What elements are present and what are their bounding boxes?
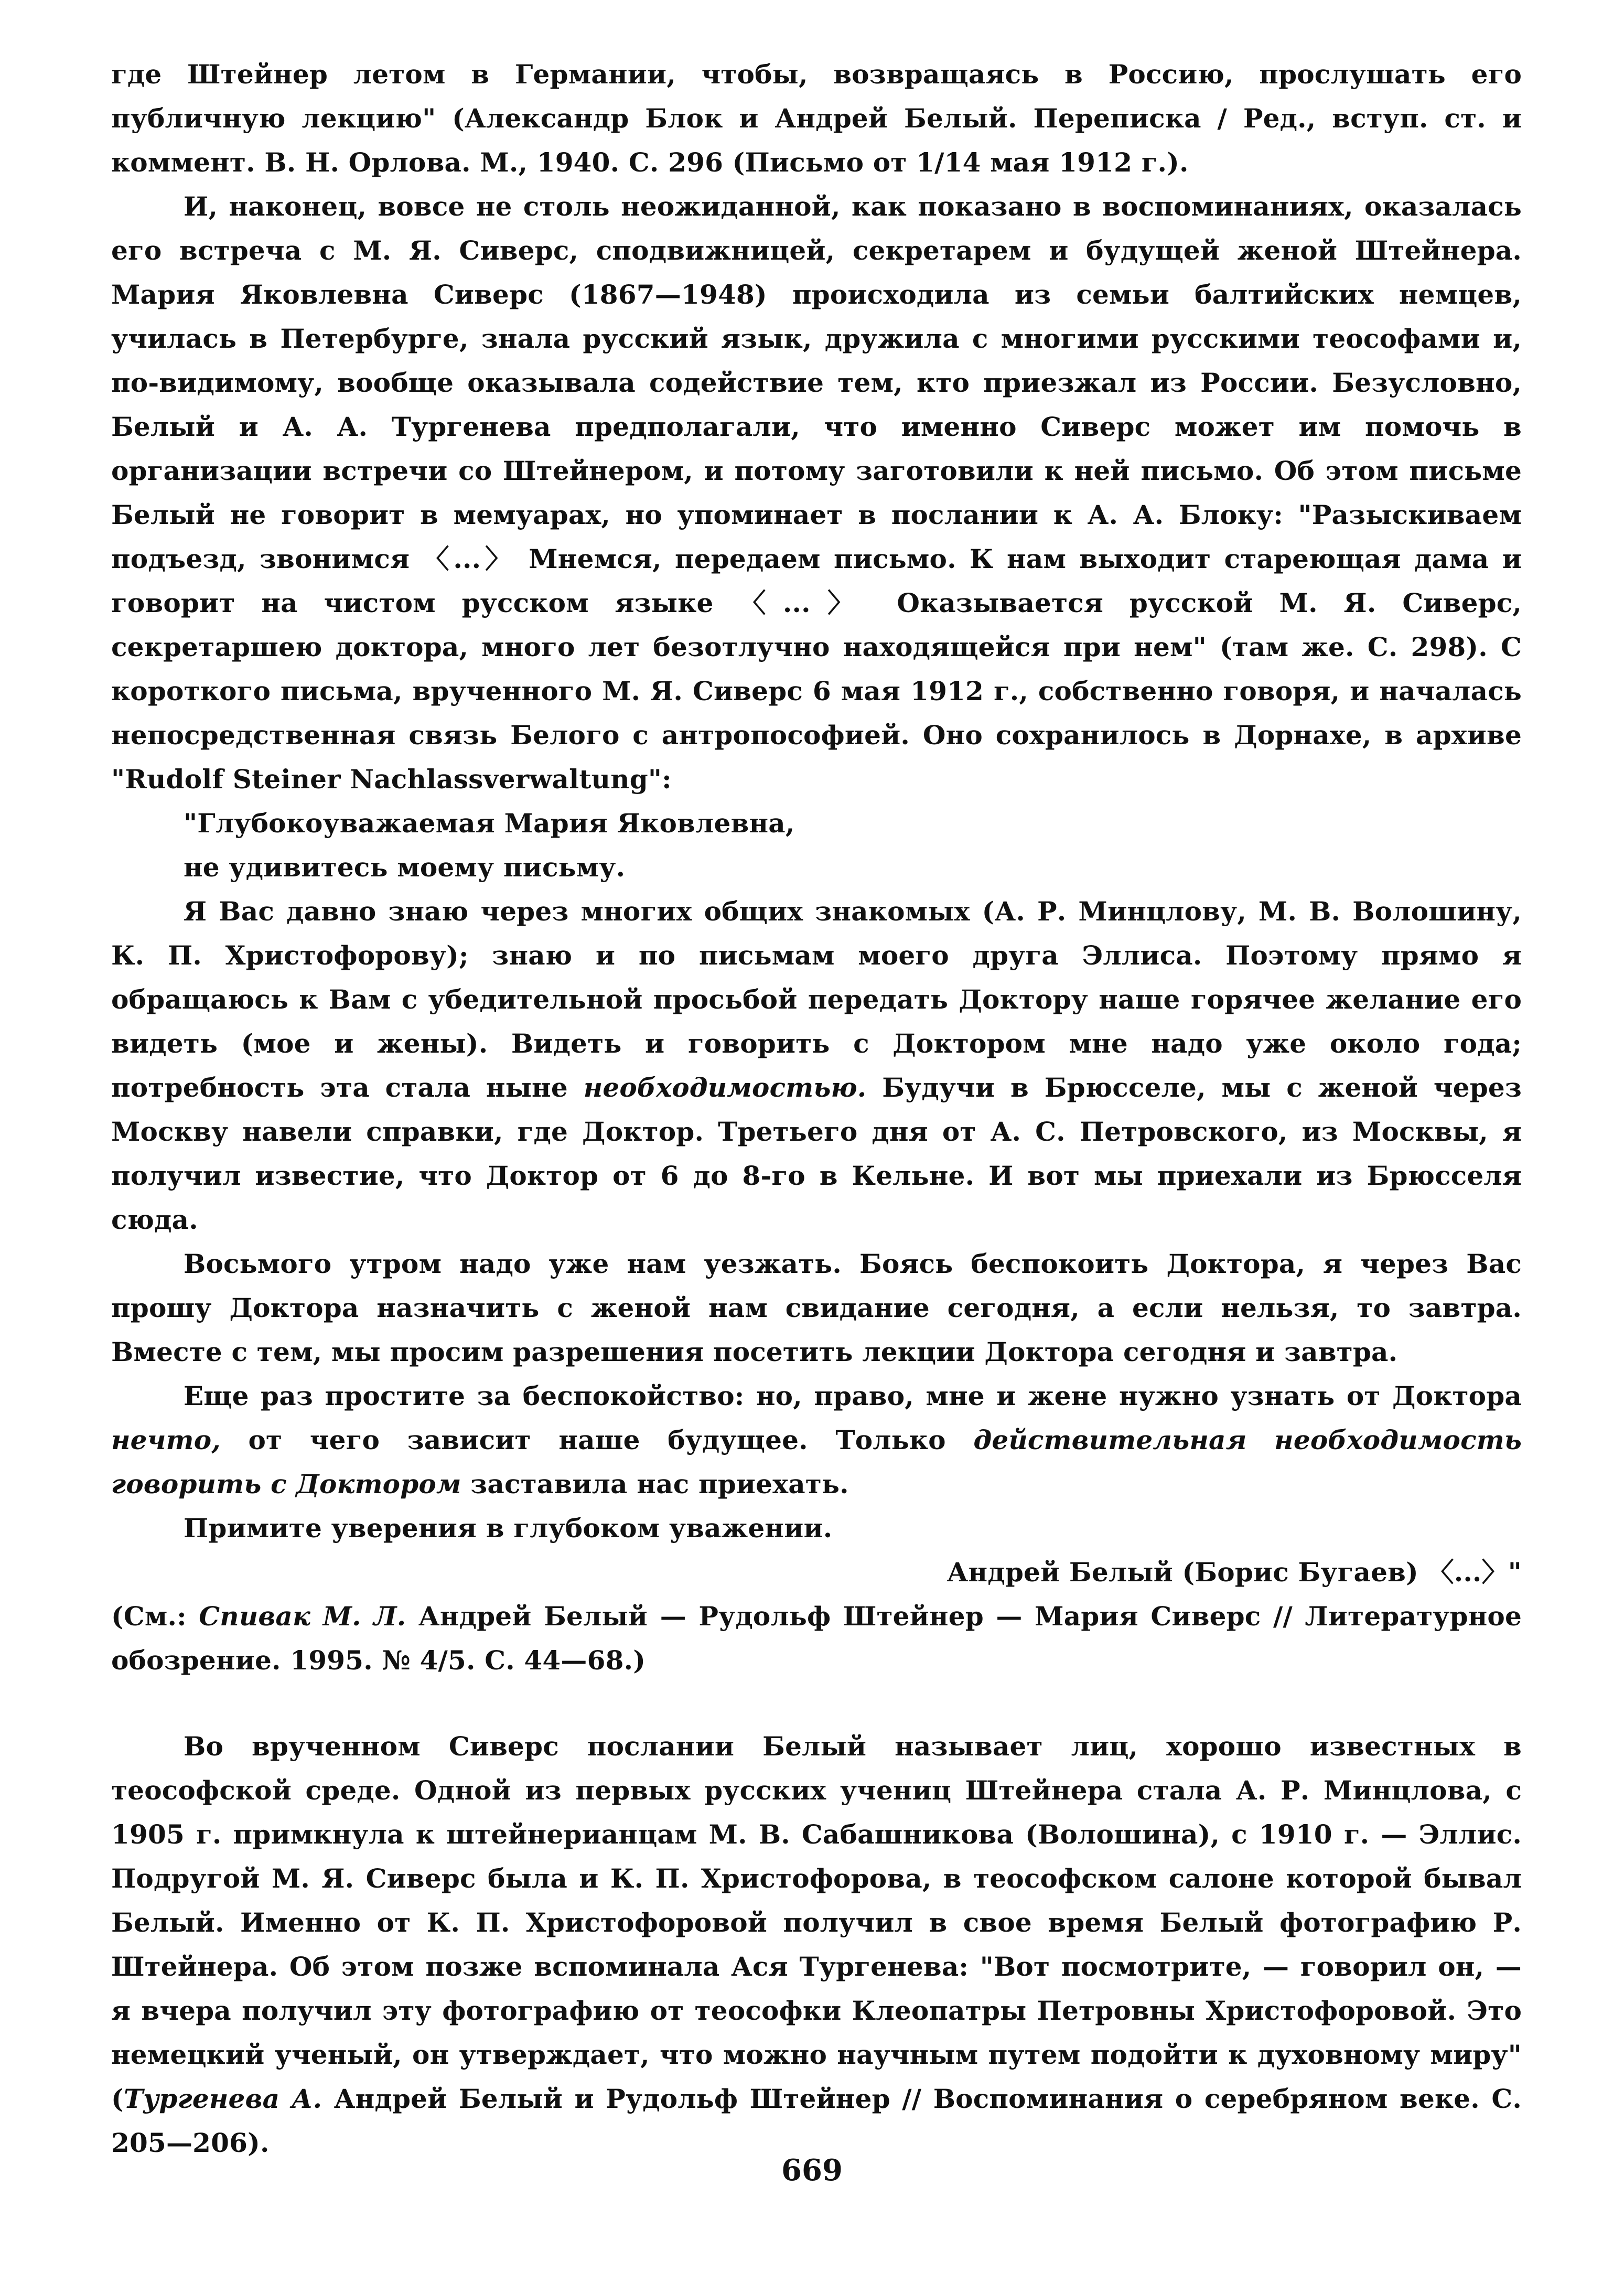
paragraph-indent: [111, 890, 1522, 1242]
text-run: Будучи в Брюсселе, мы с женой через Москву навели справки, где Доктор. Третьего дня от А. С. Петровского, из Москвы, я получил известие, что Доктор от 6 до 8-го в Кельне. И вот мы приехали из Брюсселя сюда.: [111, 1072, 1522, 1235]
text-run: заставила нас приехать.: [461, 1469, 849, 1499]
text-run: не удивитесь моему письму.: [184, 852, 626, 883]
italic-text-run: Спивак М. Л.: [199, 1601, 406, 1632]
text-run: Восьмого утром надо уже нам уезжать. Боясь беспокоить Доктора, я через Вас прошу Доктора назначить с женой нам свидание сегодня, а если нельзя, то завтра. Вместе с тем, мы просим разрешения посетить лекции Доктора сегодня и завтра.: [111, 1248, 1522, 1367]
text-run: "Глубокоуважаемая Мария Яковлевна,: [184, 808, 795, 839]
text-run: Андрей Белый (Борис Бугаев) 〈...〉": [947, 1557, 1522, 1588]
text-run: (См.:: [111, 1601, 199, 1632]
page-body: [111, 52, 1522, 2165]
text-run: где Штейнер летом в Германии, чтобы, возвращаясь в Россию, прослушать его публичную лекцию" (Александр Блок и Андрей Белый. Переписка / Ред., вступ. ст. и коммент. В. Н. Орлова. М., 1940. С. 296 (Письмо от 1/14 мая 1912 г.).: [111, 59, 1522, 178]
text-run: Еще раз простите за беспокойство: но, право, мне и жене нужно узнать от Доктора: [184, 1380, 1522, 1411]
italic-text-run: Тургенева А.: [123, 2083, 322, 2114]
paragraph-sign: [111, 1550, 1522, 1594]
paragraph-indent: [111, 1506, 1522, 1550]
paragraph-gap: [111, 1683, 1522, 1724]
text-run: Я Вас давно знаю через многих общих знакомых (А. Р. Минцлову, М. В. Волошину, К. П. Христофорову); знаю и по письмам моего друга Эллиса. Поэтому прямо я обращаюсь к Вам с убедительной просьбой передать Доктору наше горячее желание его видеть (мое и жены). Видеть и говорить с Доктором мне надо уже около года; потребность эта стала ныне: [111, 896, 1522, 1103]
text-run: от чего зависит наше будущее. Только: [220, 1424, 974, 1455]
text-run: Примите уверения в глубоком уважении.: [184, 1513, 833, 1544]
italic-text-run: нечто,: [111, 1424, 221, 1455]
paragraph-inset: [111, 845, 1522, 890]
text-run: Андрей Белый и Рудольф Штейнер // Воспоминания о серебряном веке. С. 205—206).: [111, 2083, 1522, 2158]
italic-text-run: действительная необходимость говорить с Доктором: [111, 1424, 1522, 1499]
paragraph-indent: [111, 1374, 1522, 1506]
text-run: Во врученном Сиверс послании Белый называет лиц, хорошо известных в теософской среде. Одной из первых русских учениц Штейнера стала А. Р. Минцлова, с 1905 г. примкнула к штейнерианцам М. В. Сабашникова (Волошина), с 1910 г. — Эллис. Подругой М. Я. Сиверс была и К. П. Христофорова, в теософском салоне которой бывал Белый. Именно от К. П. Христофоровой получил в свое время Белый фотографию Р. Штейнера. Об этом позже вспоминала Ася Тургенева: "Вот посмотрите, — говорил он, — я вчера получил эту фотографию от теософки Клеопатры Петровны Христофоровой. Это немецкий ученый, он утверждает, что можно научным путем подойти к духовному миру" (: [111, 1731, 1522, 2114]
page-number: 669: [781, 2153, 843, 2188]
paragraph-indent: [111, 185, 1522, 801]
paragraph-inset: [111, 801, 1522, 845]
paragraph-indent: [111, 1242, 1522, 1374]
text-run: И, наконец, вовсе не столь неожиданной, как показано в воспоминаниях, оказалась его встреча с М. Я. Сиверс, сподвижницей, секретарем и будущей женой Штейнера. Мария Яковлевна Сиверс (1867—1948) происходила из семьи балтийских немцев, училась в Петербурге, знала русский язык, дружила с многими русскими теософами и, по-видимому, вообще оказывала содействие тем, кто приезжал из России. Безусловно, Белый и А. А. Тургенева предполагали, что именно Сиверс может им помочь в организации встречи со Штейнером, и потому заготовили к ней письмо. Об этом письме Белый не говорит в мемуарах, но упоминает в послании к А. А. Блоку: "Разыскиваем подъезд, звонимся 〈...〉 Мнемся, передаем письмо. К нам выходит стареющая дама и говорит на чистом русском языке 〈...〉 Оказывается русской М. Я. Сиверс, секретаршею доктора, много лет безотлучно находящейся при нем" (там же. С. 298). С короткого письма, врученного М. Я. Сиверс 6 мая 1912 г., собственно говоря, и началась непосредственная связь Белого с антропософией. Оно сохранилось в Дорнахе, в архиве "Rudolf Steiner Nachlassverwaltung":: [111, 191, 1522, 795]
italic-text-run: необходимостью.: [583, 1072, 867, 1103]
text-run: Андрей Белый — Рудольф Штейнер — Мария Сиверс // Литературное обозрение. 1995. № 4/5. С. 44—68.): [111, 1601, 1522, 1676]
paragraph-indent: [111, 1724, 1522, 2165]
paragraph-continuation: [111, 1594, 1522, 1683]
paragraph-continuation: [111, 52, 1522, 185]
